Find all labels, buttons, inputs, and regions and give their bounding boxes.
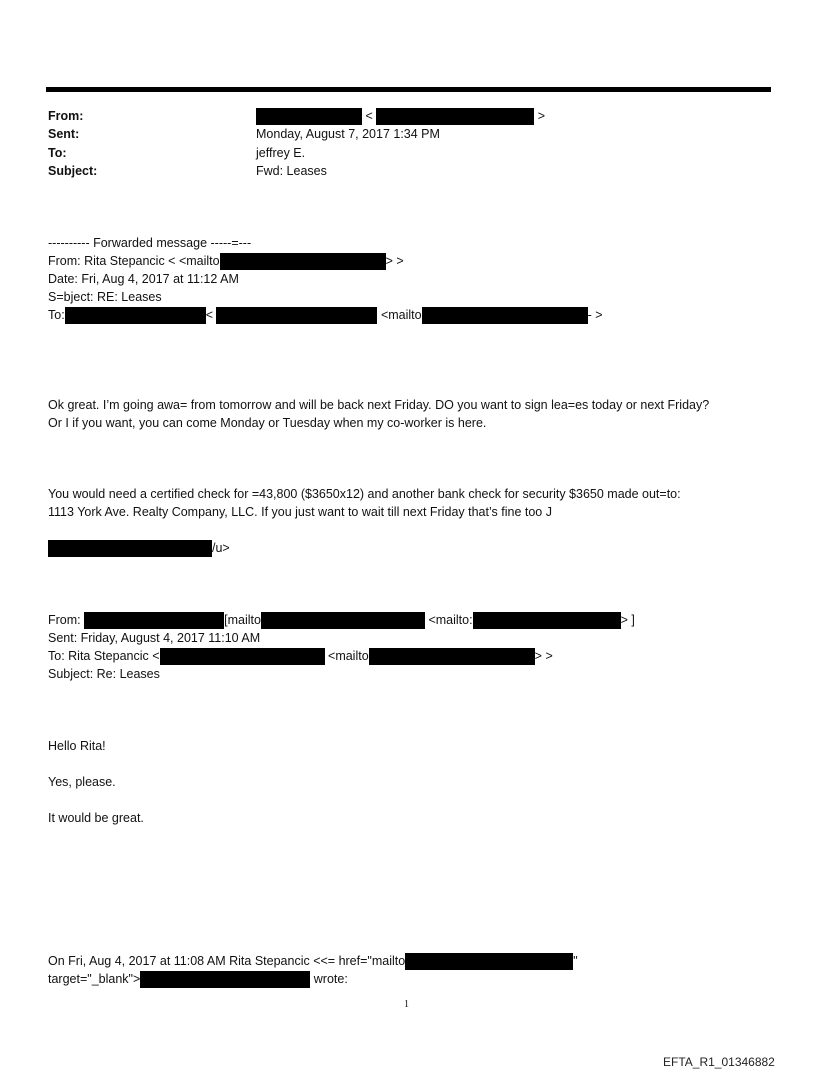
quote-line1-suffix: " (573, 954, 578, 968)
quote-line (48, 953, 578, 970)
sent-value: Monday, August 7, 2017 1:34 PM (256, 127, 440, 141)
redacted-block (256, 108, 362, 125)
forwarded-subject: S=bject: RE: Leases (48, 290, 162, 304)
quote-line1-prefix: On Fri, Aug 4, 2017 at 11:08 AM Rita Stepancic <<= href="mailto (48, 954, 406, 968)
redacted-block (160, 648, 325, 665)
reply-from-suffix: > ] (620, 613, 635, 627)
document-id: EFTA_R1_01346882 (663, 1055, 775, 1069)
body-line: Yes, please. (48, 775, 116, 789)
subject-label: Subject: (48, 164, 98, 178)
signature-suffix: /u> (212, 541, 230, 555)
body-line: 1113 York Ave. Realty Company, LLC. If you just want to wait till next Friday that’s fine too J (48, 505, 552, 519)
forwarded-banner: ---------- Forwarded message -----=--- (48, 236, 252, 250)
page-number: 1 (404, 999, 409, 1010)
redacted-block (216, 307, 377, 324)
quote-line2-suffix: wrote: (313, 972, 348, 986)
forwarded-date: Date: Fri, Aug 4, 2017 at 11:12 AM (48, 272, 239, 286)
forwarded-to-lt: < (205, 308, 213, 322)
redacted-block (376, 108, 534, 125)
from-label: From: (48, 109, 84, 123)
reply-to-suffix: > > (534, 649, 553, 663)
reply-from-mailto: [mailto (224, 613, 261, 627)
reply-to-mailto: <mailto (328, 649, 369, 663)
redacted-block (405, 953, 573, 970)
reply-sent: Sent: Friday, August 4, 2017 11:10 AM (48, 631, 261, 645)
forwarded-from-prefix: From: Rita Stepancic < <mailto (48, 254, 220, 268)
to-label: To: (48, 146, 67, 160)
body-line: You would need a certified check for =43,800 ($3650x12) and another bank check for security $3650 made out=to: (48, 487, 681, 501)
forwarded-to-prefix: To: (48, 308, 65, 322)
forwarded-to-mailto: <mailto (380, 308, 422, 322)
reply-to (48, 648, 553, 665)
forwarded-from-suffix: > > (385, 254, 404, 268)
body-line: It would be great. (48, 811, 144, 825)
from-gt: > (537, 109, 546, 123)
greeting: Hello Rita! (48, 739, 106, 753)
reply-from-mailto2: <mailto: (428, 613, 473, 627)
from-lt: < (365, 109, 373, 123)
forwarded-from (48, 253, 404, 270)
body-line: Ok great. I’m going awa= from tomorrow and will be back next Friday. DO you want to sign lea=es today or next Friday? (48, 398, 710, 412)
signature-line (48, 540, 230, 557)
header-rule (46, 87, 771, 92)
redacted-block (48, 540, 212, 557)
quote-line (48, 971, 348, 988)
redacted-block (220, 253, 386, 270)
reply-from (48, 612, 635, 629)
quote-line2-prefix: target="_blank"> (48, 972, 141, 986)
redacted-block (65, 307, 206, 324)
redacted-block (140, 971, 310, 988)
forwarded-to-suffix: - > (587, 308, 603, 322)
redacted-block (369, 648, 535, 665)
subject-value: Fwd: Leases (256, 164, 327, 178)
redacted-block (473, 612, 621, 629)
redacted-block (261, 612, 425, 629)
body-line: Or I if you want, you can come Monday or Tuesday when my co-worker is here. (48, 416, 487, 430)
reply-to-prefix: To: Rita Stepancic < (48, 649, 160, 663)
reply-from-prefix: From: (48, 613, 81, 627)
reply-subject: Subject: Re: Leases (48, 667, 160, 681)
from-value (256, 108, 545, 125)
forwarded-to (48, 307, 603, 324)
to-value: jeffrey E. (256, 146, 306, 160)
sent-label: Sent: (48, 127, 80, 141)
redacted-block (84, 612, 224, 629)
redacted-block (422, 307, 588, 324)
